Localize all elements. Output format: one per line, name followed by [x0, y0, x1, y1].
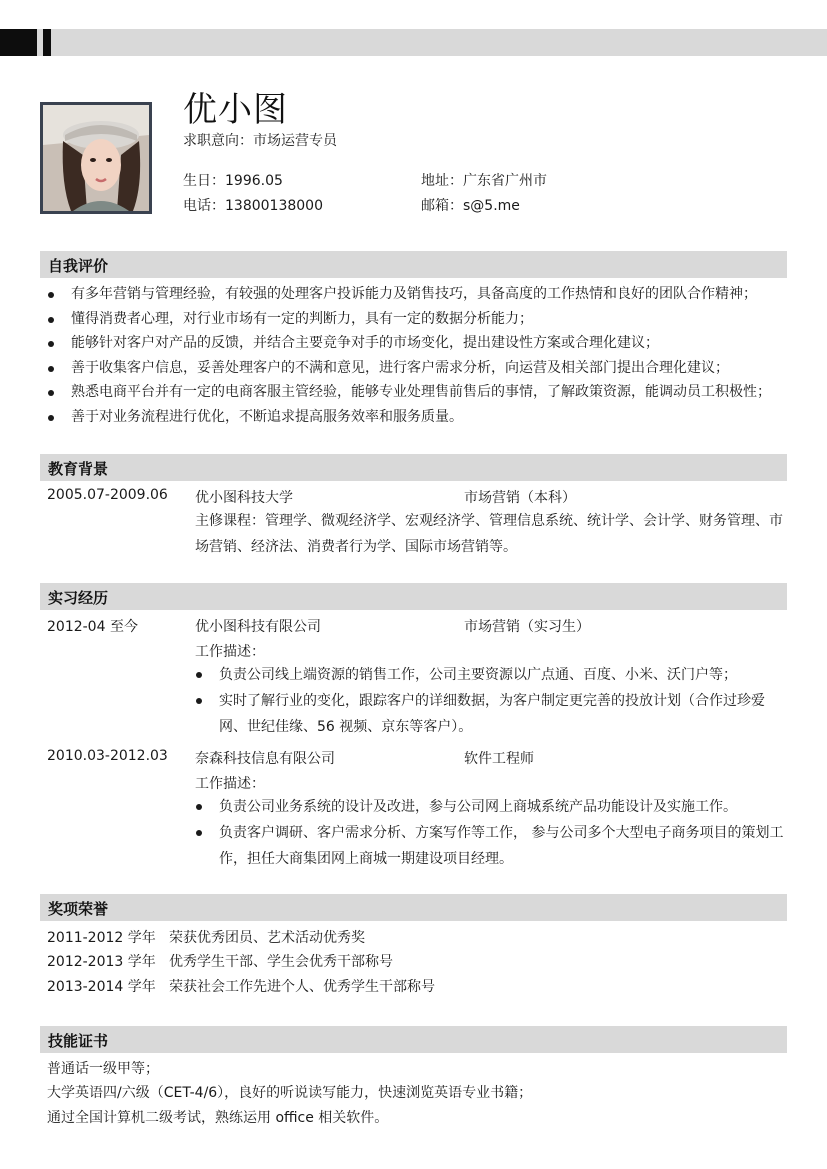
list-item: 有多年营销与管理经验，有较强的处理客户投诉能力及销售技巧，具备高度的工作热情和良好的团队合作精神； — [47, 282, 787, 307]
bullet-icon — [48, 292, 54, 298]
header-accent-stripe — [43, 29, 51, 56]
list-item: 熟悉电商平台并有一定的电商客服主管经验，能够专业处理售前售后的事情，了解政策资源，能调动员工积极性； — [47, 380, 787, 405]
section-title: 自我评价 — [48, 257, 109, 275]
award-year: 2012-2013 学年 — [47, 954, 156, 970]
work-description-list — [195, 662, 787, 740]
list-item: 负责公司业务系统的设计及改进，参与公司网上商城系统产品功能设计及实施工作。 — [195, 794, 787, 820]
bullet-icon — [196, 672, 202, 678]
work-description-label: 工作描述： — [195, 644, 265, 660]
education-major: 市场营销（本科） — [464, 490, 576, 506]
bullet-icon — [196, 698, 202, 704]
section-title: 教育背景 — [48, 460, 109, 478]
section-header-awards — [40, 894, 787, 921]
list-item: 实时了解行业的变化，跟踪客户的详细数据，为客户制定更完善的投放计划（合作过珍爱网、世纪佳缘、56 视频、京东等客户）。 — [195, 688, 787, 740]
section-title: 实习经历 — [48, 589, 109, 607]
self-evaluation-list — [47, 282, 787, 430]
section-title: 奖项荣誉 — [48, 900, 109, 918]
award-text: 荣获社会工作先进个人、优秀学生干部称号 — [169, 979, 435, 995]
section-title: 技能证书 — [48, 1032, 109, 1050]
work-description-label: 工作描述： — [195, 776, 265, 792]
education-school: 优小图科技大学 — [195, 490, 293, 506]
email-address: 邮箱：s@5.me — [421, 198, 520, 214]
bullet-icon — [196, 804, 202, 810]
birth-date: 生日：1996.05 — [183, 173, 283, 189]
internship-role: 市场营销（实习生） — [464, 619, 590, 635]
internship-company: 奈森科技信息有限公司 — [195, 751, 335, 767]
phone-number: 电话：13800138000 — [183, 198, 323, 214]
list-item: 善于收集客户信息，妥善处理客户的不满和意见，进行客户需求分析，向运营及相关部门提出合理化建议； — [47, 356, 787, 381]
bullet-icon — [196, 830, 202, 836]
list-item: 善于对业务流程进行优化，不断追求提高服务效率和服务质量。 — [47, 405, 787, 430]
section-header-self-evaluation — [40, 251, 787, 278]
bullet-icon — [48, 390, 54, 396]
address: 地址：广东省广州市 — [421, 173, 547, 189]
education-courses: 主修课程：管理学、微观经济学、宏观经济学、管理信息系统、统计学、会计学、财务管理、市场营销、经济法、消费者行为学、国际市场营销等。 — [195, 513, 783, 555]
section-header-education — [40, 454, 787, 481]
award-text: 优秀学生干部、学生会优秀干部称号 — [169, 954, 393, 970]
work-description-list — [195, 794, 787, 872]
list-item: 懂得消费者心理，对行业市场有一定的判断力，具有一定的数据分析能力； — [47, 307, 787, 332]
internship-role: 软件工程师 — [464, 751, 534, 767]
profile-photo — [40, 102, 152, 214]
list-item: 负责公司线上端资源的销售工作，公司主要资源以广点通、百度、小米、沃门户等； — [195, 662, 787, 688]
award-year: 2013-2014 学年 — [47, 979, 156, 995]
skill-item: 普通话一级甲等； — [47, 1061, 159, 1077]
skill-item: 通过全国计算机二级考试，熟练运用 office 相关软件。 — [47, 1110, 389, 1126]
award-text: 荣获优秀团员、艺术活动优秀奖 — [169, 930, 365, 946]
header-accent-block — [0, 29, 37, 56]
internship-period: 2010.03-2012.03 — [47, 748, 168, 764]
section-header-internship — [40, 583, 787, 610]
list-item: 能够针对客户对产品的反馈，并结合主要竞争对手的市场变化，提出建设性方案或合理化建议； — [47, 331, 787, 356]
bullet-icon — [48, 415, 54, 421]
internship-period: 2012-04 至今 — [47, 619, 138, 635]
bullet-icon — [48, 317, 54, 323]
bullet-icon — [48, 341, 54, 347]
award-year: 2011-2012 学年 — [47, 930, 156, 946]
job-objective: 求职意向：市场运营专员 — [183, 133, 337, 149]
header-band — [0, 29, 827, 56]
candidate-name: 优小图 — [183, 90, 288, 130]
list-item: 负责客户调研、客户需求分析、方案写作等工作， 参与公司多个大型电子商务项目的策划工作，担任大商集团网上商城一期建设项目经理。 — [195, 820, 787, 872]
bullet-icon — [48, 366, 54, 372]
internship-company: 优小图科技有限公司 — [195, 619, 321, 635]
skill-item: 大学英语四/六级（CET-4/6），良好的听说读写能力，快速浏览英语专业书籍； — [47, 1085, 533, 1101]
section-header-skills — [40, 1026, 787, 1053]
education-period: 2005.07-2009.06 — [47, 487, 168, 503]
